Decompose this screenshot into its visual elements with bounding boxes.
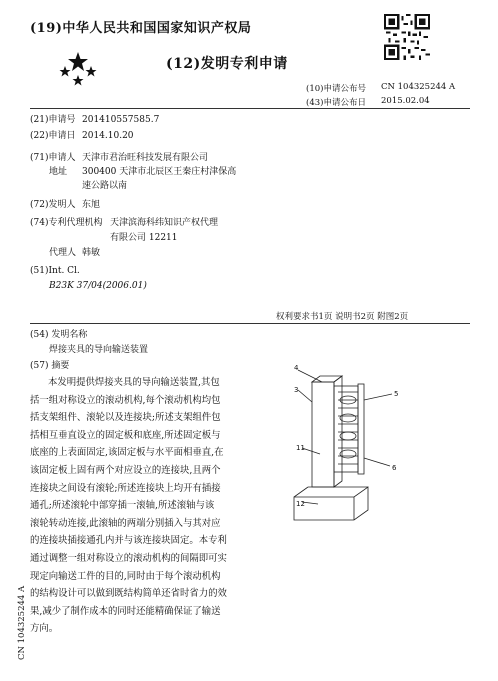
pages-info: 权利要求书1页 说明书2页 附图2页	[276, 312, 409, 322]
ipc-label: (51)Int. Cl.	[30, 266, 80, 276]
abstract-line: 通孔;所述滚轮中部穿插一滚轴,所述滚轴与该	[30, 500, 215, 512]
abstract-line: 括支架组件、滚轮以及连接块;所述支架组件包	[30, 412, 221, 424]
drawing-label: 4	[294, 364, 299, 372]
agency-line-2: 有限公司 12211	[110, 233, 178, 243]
application-date-label: (22)申请日	[30, 131, 76, 141]
publication-number: CN 104325244 A	[381, 82, 456, 92]
abstract-line: 括相互垂直设立的固定板和底座,所述固定板与	[30, 429, 221, 441]
publication-date: 2015.02.04	[381, 96, 430, 106]
drawing-label: 11	[296, 444, 305, 452]
office-name: (19)中华人民共和国国家知识产权局	[30, 21, 252, 36]
header-divider	[30, 108, 470, 109]
agent-label: 代理人	[49, 248, 77, 258]
abstract-line: 括一组对称设立的滚动机构,每个滚动机构均包	[30, 394, 221, 406]
drawing-label: 3	[294, 386, 299, 394]
abstract-line: 的结构设计可以做到既结构简单还省时省力的效	[30, 588, 227, 600]
invention-title: 焊接夹具的导向输送装置	[49, 345, 149, 355]
address-line-1: 300400 天津市北辰区王秦庄村津保高	[82, 167, 237, 177]
representative-drawing	[282, 362, 416, 522]
agency-line-1: 天津滨海科纬知识产权代理	[110, 218, 219, 228]
side-publication-number: CN 104325244 A	[17, 585, 27, 660]
abstract-line: 该固定板上固有两个对应设立的连接块,且两个	[30, 464, 221, 476]
qr-code-icon	[384, 14, 430, 60]
drawing-label: 6	[392, 464, 397, 472]
pages-divider	[30, 323, 470, 324]
address-line-2: 速公路以南	[82, 181, 128, 191]
document-type: (12)发明专利申请	[166, 56, 288, 72]
ipc-classification: B23K 37/04(2006.01)	[49, 281, 147, 291]
application-number-label: (21)申请号	[30, 115, 76, 125]
inventor: 东旭	[82, 200, 101, 210]
drawing-label: 12	[296, 500, 305, 508]
abstract-line: 通过调整一组对称设立的滚动机构的间隔即可实	[30, 552, 227, 564]
publication-number-label: (10)申请公布号	[306, 84, 366, 94]
abstract-line: 本发明提供焊接夹具的导向输送装置,其包	[48, 377, 220, 388]
abstract-label: (57) 摘要	[30, 361, 70, 371]
invention-title-label: (54) 发明名称	[30, 330, 88, 340]
drawing-label: 5	[394, 390, 399, 398]
application-number: 201410557585.7	[82, 115, 160, 125]
abstract-line: 底座的上表面固定,该固定板与水平面相垂直,在	[30, 447, 224, 459]
applicant-label: (71)申请人	[30, 153, 76, 163]
abstract-line: 的连接块插接通孔内并与该连接块固定。本专利	[30, 535, 227, 547]
abstract-text	[30, 374, 227, 638]
abstract-line: 滚轮转动连接,此滚轴的两端分别插入与其对应	[30, 517, 221, 529]
agency-label: (74)专利代理机构	[30, 218, 103, 228]
applicant: 天津市君治旺科技发展有限公司	[82, 153, 209, 163]
agent: 韩敏	[82, 248, 101, 258]
cnipa-emblem-icon	[56, 50, 100, 90]
abstract-line: 果,减少了制作成本的同时还能精确保证了输送	[30, 605, 221, 617]
abstract-line: 方向。	[30, 623, 59, 635]
inventor-label: (72)发明人	[30, 200, 76, 210]
address-label: 地址	[49, 167, 68, 177]
abstract-line: 连接块之间设有滚轮;所述连接块上均开有插接	[30, 482, 221, 494]
application-date: 2014.10.20	[82, 131, 134, 141]
abstract-line: 现定向输送工件的目的,同时由于每个滚动机构	[30, 570, 221, 582]
publication-date-label: (43)申请公布日	[306, 98, 366, 108]
